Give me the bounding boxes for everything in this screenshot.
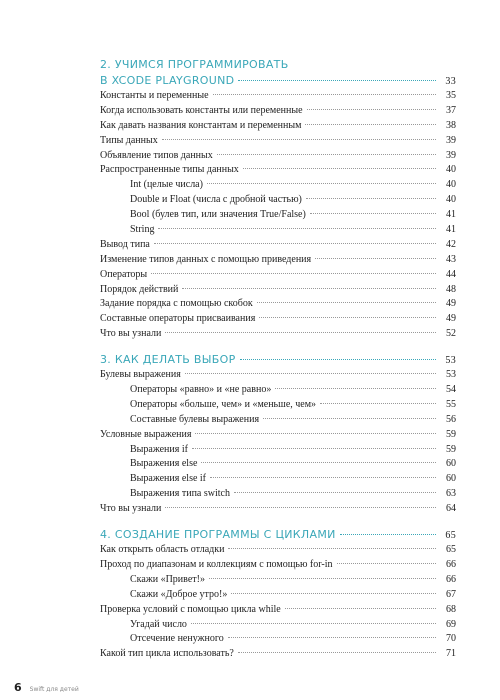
entry-page-number: 66	[446, 558, 456, 570]
leader-dots	[210, 477, 436, 478]
leader-dots	[192, 448, 436, 449]
page-footer	[14, 681, 79, 694]
toc-entry	[100, 284, 456, 299]
leader-dots	[285, 608, 436, 609]
leader-dots	[228, 637, 436, 638]
leader-dots	[238, 652, 436, 653]
toc-subentry	[100, 224, 456, 239]
toc-entry	[100, 648, 456, 663]
entry-page-number: 53	[446, 369, 456, 381]
entry-title: Константы и переменные	[100, 90, 209, 101]
entry-title: Выражения типа switch	[130, 488, 230, 500]
entry-title: Угадай число	[130, 618, 187, 630]
entry-page-number: 55	[446, 398, 456, 410]
chapter-title: 4. СОЗДАНИЕ ПРОГРАММЫ С ЦИКЛАМИ	[100, 528, 336, 542]
entry-title: Что вы узнали	[100, 503, 162, 515]
book-title: Swift для детей	[29, 686, 79, 693]
leader-dots	[337, 563, 437, 564]
entry-title: Когда использовать константы или переменные	[100, 104, 303, 116]
entry-page-number: 40	[446, 194, 456, 206]
leader-dots	[263, 418, 436, 419]
entry-page-number: 71	[446, 648, 456, 660]
toc-subentry	[100, 488, 456, 503]
toc-subentry	[100, 458, 456, 473]
leader-dots	[165, 507, 436, 508]
leader-dots	[209, 578, 436, 579]
entry-title: Операторы «больше, чем» и «меньше, чем»	[130, 398, 317, 410]
toc-subentry	[100, 209, 456, 224]
entry-page-number: 49	[446, 313, 456, 325]
table-of-contents	[100, 58, 456, 667]
leader-dots	[234, 492, 436, 493]
toc-entry	[100, 429, 456, 444]
leader-dots	[158, 228, 436, 229]
entry-page-number: 66	[446, 573, 456, 585]
entry-page-number: 41	[446, 209, 456, 221]
chapter-page-number: 33	[445, 76, 456, 87]
toc-subentry	[100, 179, 456, 194]
entry-page-number: 38	[446, 119, 456, 131]
entry-page-number: 69	[446, 618, 456, 630]
leader-dots	[228, 548, 436, 549]
entry-page-number: 70	[446, 633, 456, 645]
chapter-heading	[100, 353, 456, 369]
entry-title: Отсечение ненужного	[130, 633, 224, 645]
entry-page-number: 56	[446, 413, 456, 425]
chapter-heading	[100, 58, 456, 90]
chapter-page-number: 53	[445, 355, 456, 367]
leader-dots	[257, 302, 436, 303]
entry-page-number: 39	[446, 134, 456, 146]
leader-dots	[259, 317, 436, 318]
toc-subentry	[100, 444, 456, 459]
entry-page-number: 60	[446, 473, 456, 485]
entry-title: Составные операторы присваивания	[100, 313, 256, 325]
toc-entry	[100, 239, 456, 254]
entry-title: Порядок действий	[100, 283, 179, 295]
leader-dots	[240, 359, 436, 360]
entry-title: Выражения else if	[130, 473, 207, 485]
chapter-section	[100, 528, 456, 663]
entry-page-number: 64	[446, 503, 456, 515]
leader-dots	[238, 80, 436, 81]
leader-dots	[243, 168, 436, 169]
entry-title: Выражения if	[130, 443, 188, 455]
toc-entry	[100, 164, 456, 179]
chapter-page-number: 65	[445, 530, 456, 542]
entry-title: Double и Float (числа с дробной частью)	[130, 194, 302, 206]
entry-page-number: 37	[446, 104, 456, 116]
entry-title: Распространенные типы данных	[100, 164, 239, 176]
entry-page-number: 43	[446, 253, 456, 265]
chapter-title: 2. УЧИМСЯ ПРОГРАММИРОВАТЬ	[100, 58, 289, 71]
leader-dots	[213, 94, 436, 95]
entry-title: Как открыть область отладки	[100, 544, 225, 556]
toc-subentry	[100, 473, 456, 488]
toc-subentry	[100, 194, 456, 209]
entry-page-number: 40	[446, 164, 456, 176]
entry-title: Изменение типов данных с помощью приведения	[100, 253, 312, 265]
entry-page-number: 44	[446, 268, 456, 280]
entry-title: Int (целые числа)	[130, 179, 203, 191]
leader-dots	[275, 388, 436, 389]
entry-page-number: 63	[446, 488, 456, 500]
entry-page-number: 42	[446, 238, 456, 250]
leader-dots	[217, 154, 436, 155]
entry-page-number: 49	[446, 298, 456, 310]
toc-entry	[100, 120, 456, 135]
entry-title: Выражения else	[130, 458, 198, 470]
chapter-section	[100, 58, 456, 343]
leader-dots	[195, 433, 436, 434]
entry-page-number: 68	[446, 603, 456, 615]
toc-entry	[100, 150, 456, 165]
entry-title: Скажи «Доброе утро!»	[130, 588, 228, 600]
entry-title: Объявление типов данных	[100, 149, 213, 161]
leader-dots	[315, 258, 436, 259]
entry-page-number: 59	[446, 428, 456, 440]
leader-dots	[162, 139, 436, 140]
toc-subentry	[100, 414, 456, 429]
toc-entry	[100, 269, 456, 284]
chapter-heading	[100, 528, 456, 544]
toc-entry	[100, 604, 456, 619]
entry-title: Что вы узнали	[100, 328, 162, 340]
entry-title: Составные булевы выражения	[130, 413, 260, 425]
leader-dots	[305, 124, 436, 125]
chapter-title: 3. КАК ДЕЛАТЬ ВЫБОР	[100, 353, 236, 367]
entry-page-number: 35	[446, 90, 456, 101]
toc-entry	[100, 90, 456, 105]
leader-dots	[201, 462, 436, 463]
chapter-title: В XCODE PLAYGROUND	[100, 74, 235, 87]
leader-dots	[320, 403, 436, 404]
leader-dots	[310, 213, 436, 214]
entry-title: Операторы «равно» и «не равно»	[130, 384, 272, 396]
leader-dots	[154, 243, 436, 244]
entry-page-number: 54	[446, 384, 456, 396]
leader-dots	[307, 109, 436, 110]
entry-page-number: 41	[446, 224, 456, 236]
toc-subentry	[100, 633, 456, 648]
toc-entry	[100, 313, 456, 328]
entry-title: Скажи «Привет!»	[130, 573, 205, 585]
entry-page-number: 65	[446, 544, 456, 556]
entry-title: Bool (булев тип, или значения True/False)	[130, 209, 306, 221]
toc-subentry	[100, 589, 456, 604]
entry-title: Проход по диапазонам и коллекциям с помощью for-in	[100, 558, 333, 570]
entry-title: String	[130, 224, 155, 236]
leader-dots	[151, 273, 436, 274]
entry-page-number: 40	[446, 179, 456, 191]
leader-dots	[191, 623, 436, 624]
toc-entry	[100, 105, 456, 120]
chapter-section	[100, 353, 456, 518]
toc-entry	[100, 544, 456, 559]
toc-subentry	[100, 574, 456, 589]
leader-dots	[165, 332, 436, 333]
entry-title: Булевы выражения	[100, 369, 181, 381]
toc-entry	[100, 254, 456, 269]
toc-subentry	[100, 399, 456, 414]
toc-entry	[100, 559, 456, 574]
leader-dots	[231, 593, 436, 594]
entry-title: Операторы	[100, 268, 148, 280]
toc-subentry	[100, 384, 456, 399]
toc-entry	[100, 503, 456, 518]
entry-page-number: 39	[446, 149, 456, 161]
entry-title: Типы данных	[100, 134, 158, 146]
toc-entry	[100, 328, 456, 343]
entry-page-number: 52	[446, 328, 456, 340]
leader-dots	[207, 183, 436, 184]
page-number: 6	[14, 681, 22, 694]
entry-title: Проверка условий с помощью цикла while	[100, 603, 281, 615]
entry-title: Какой тип цикла использовать?	[100, 648, 234, 660]
toc-entry	[100, 298, 456, 313]
entry-page-number: 67	[446, 588, 456, 600]
toc-subentry	[100, 619, 456, 634]
toc-entry	[100, 369, 456, 384]
leader-dots	[185, 373, 436, 374]
entry-title: Задание порядка с помощью скобок	[100, 298, 253, 310]
entry-page-number: 60	[446, 458, 456, 470]
leader-dots	[340, 534, 436, 535]
entry-page-number: 48	[446, 283, 456, 295]
leader-dots	[306, 198, 436, 199]
toc-entry	[100, 135, 456, 150]
leader-dots	[182, 288, 436, 289]
entry-page-number: 59	[446, 443, 456, 455]
entry-title: Условные выражения	[100, 428, 192, 440]
entry-title: Как давать названия константам и переменным	[100, 119, 302, 131]
entry-title: Вывод типа	[100, 238, 150, 250]
